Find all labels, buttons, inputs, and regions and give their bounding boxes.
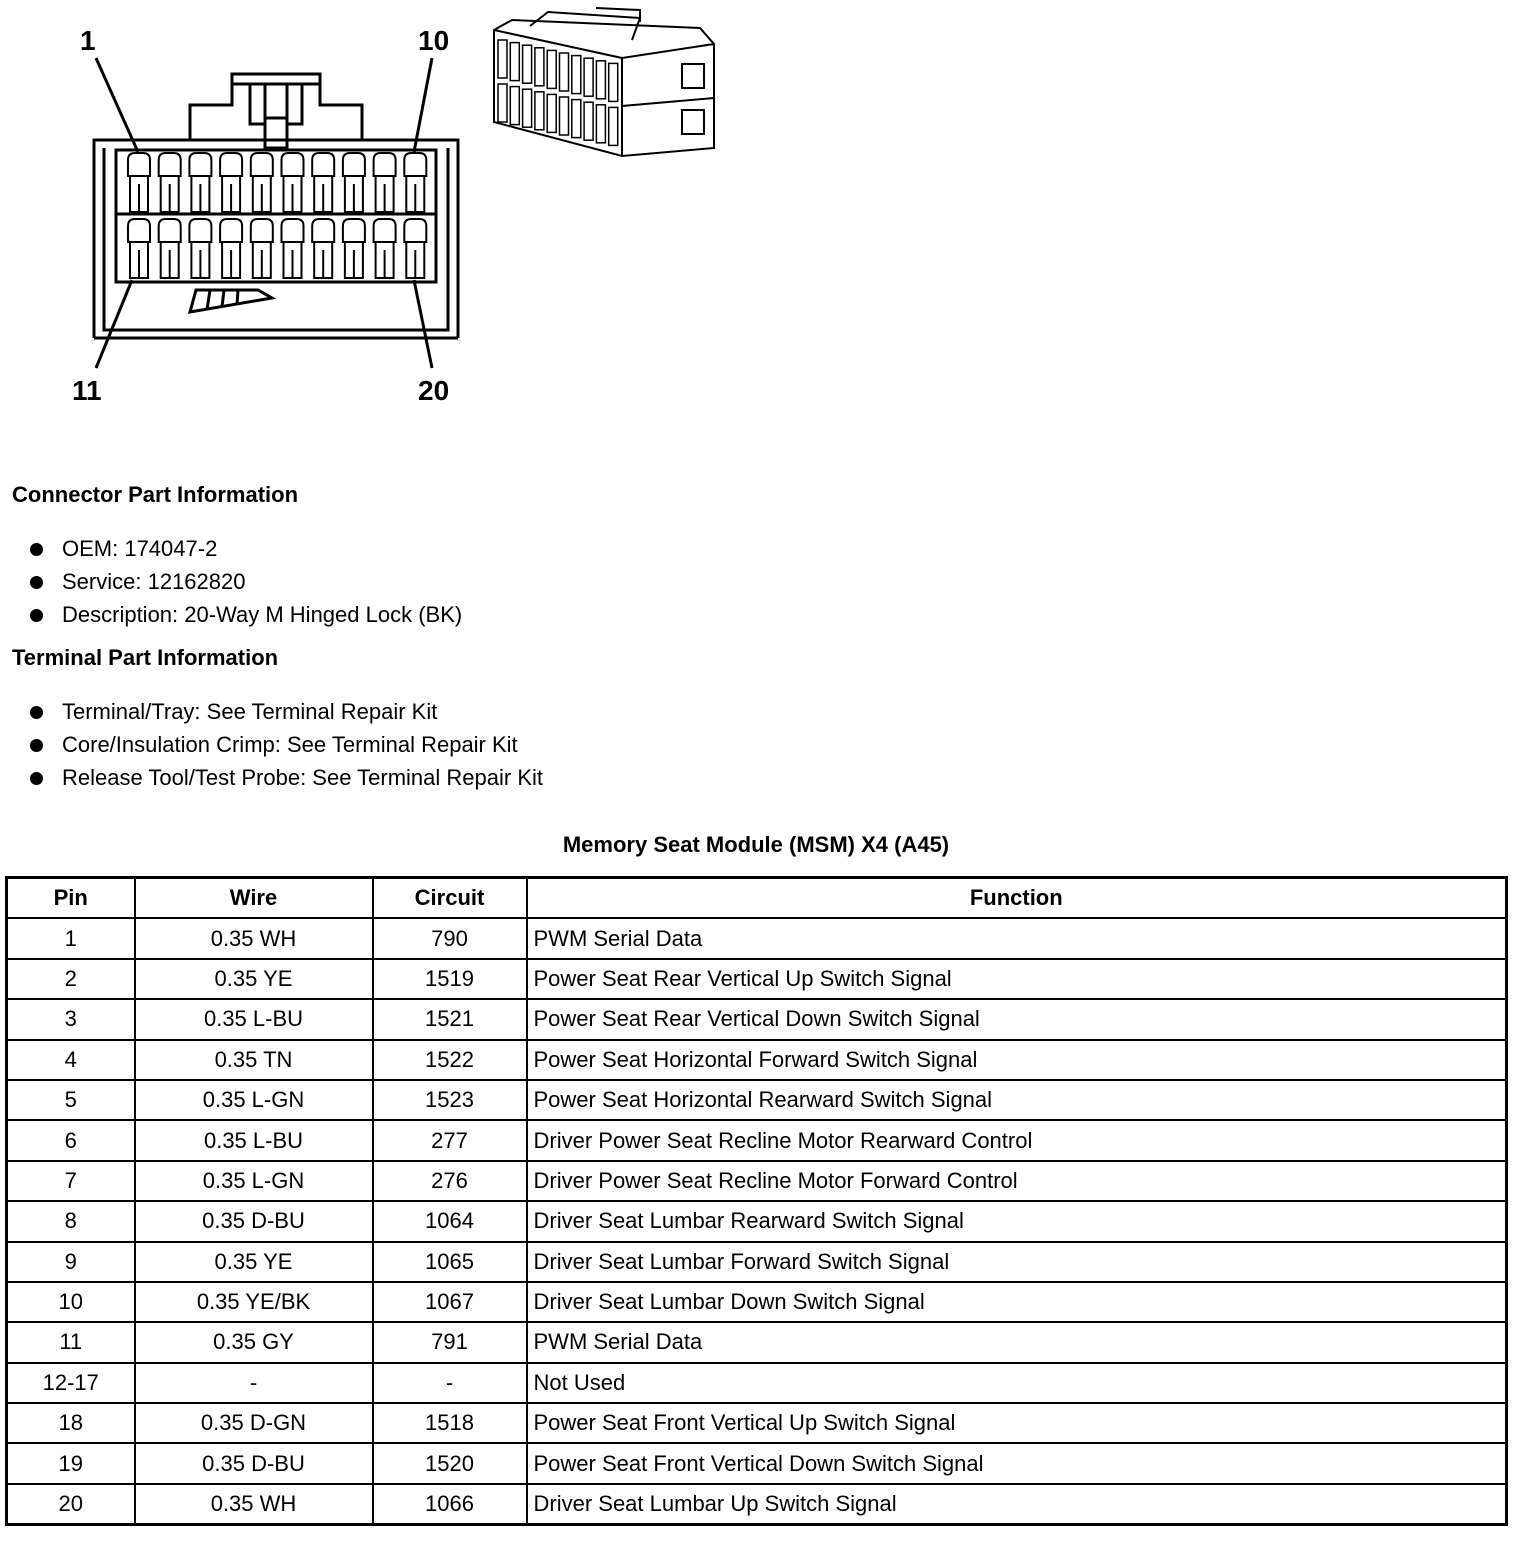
function-cell: Power Seat Horizontal Rearward Switch Signal <box>527 1080 1507 1120</box>
wire-cell: 0.35 D-BU <box>135 1443 373 1483</box>
table-row <box>7 918 1507 958</box>
circuit-cell: 277 <box>373 1120 527 1160</box>
wire-cell: 0.35 D-GN <box>135 1403 373 1443</box>
service-part-number: Service: 12162820 <box>62 569 246 594</box>
terminal-cavity <box>189 153 211 176</box>
pin-cell: 6 <box>7 1120 135 1160</box>
column-header-pin: Pin <box>7 878 135 919</box>
iso-cavity <box>523 89 532 127</box>
function-cell: Driver Seat Lumbar Rearward Switch Signal <box>527 1201 1507 1241</box>
table-row <box>7 1080 1507 1120</box>
crimp-info: Core/Insulation Crimp: See Terminal Repair Kit <box>62 732 518 757</box>
iso-cavity <box>510 43 519 81</box>
table-row <box>7 1484 1507 1525</box>
circuit-cell: 1066 <box>373 1484 527 1525</box>
wire-cell: 0.35 GY <box>135 1322 373 1362</box>
function-cell: Driver Power Seat Recline Motor Rearward Control <box>527 1120 1507 1160</box>
iso-cavity <box>498 84 507 122</box>
table-header-row <box>7 878 1507 919</box>
iso-cavity <box>596 61 605 99</box>
wire-cell: 0.35 TN <box>135 1040 373 1080</box>
terminal-cavity <box>374 219 396 242</box>
table-row <box>7 1040 1507 1080</box>
function-cell: Power Seat Horizontal Forward Switch Signal <box>527 1040 1507 1080</box>
pin-cell: 10 <box>7 1282 135 1322</box>
pin-10-callout: 10 <box>418 25 450 56</box>
wire-cell: 0.35 D-BU <box>135 1201 373 1241</box>
function-cell: Driver Seat Lumbar Up Switch Signal <box>527 1484 1507 1525</box>
pin-cell: 2 <box>7 959 135 999</box>
iso-cavity <box>535 92 544 130</box>
list-item <box>30 602 462 635</box>
connector-face-view <box>94 58 458 368</box>
pin-cell: 19 <box>7 1443 135 1483</box>
list-item <box>30 569 462 602</box>
list-item <box>30 699 543 732</box>
iso-cavity <box>560 97 569 135</box>
wire-cell: 0.35 L-GN <box>135 1161 373 1201</box>
iso-cavity <box>609 63 618 101</box>
table-row <box>7 1443 1507 1483</box>
connector-isometric-view <box>494 8 714 156</box>
terminal-cavity <box>220 219 242 242</box>
wire-cell: 0.35 L-GN <box>135 1080 373 1120</box>
pin-cell: 18 <box>7 1403 135 1443</box>
iso-cavity <box>609 107 618 145</box>
iso-cavity <box>596 105 605 143</box>
pin-cell: 3 <box>7 999 135 1039</box>
function-cell: PWM Serial Data <box>527 918 1507 958</box>
pin-cell: 5 <box>7 1080 135 1120</box>
wire-cell: 0.35 YE <box>135 959 373 999</box>
table-body <box>7 918 1507 1524</box>
table-row <box>7 999 1507 1039</box>
wire-cell: 0.35 YE/BK <box>135 1282 373 1322</box>
iso-cavity <box>560 53 569 91</box>
terminal-cavity <box>404 153 426 176</box>
terminal-cavity <box>374 153 396 176</box>
terminal-cavity <box>312 219 334 242</box>
table-row <box>7 1363 1507 1403</box>
circuit-cell: 1064 <box>373 1201 527 1241</box>
iso-cavity <box>535 48 544 86</box>
column-header-function: Function <box>527 878 1507 919</box>
terminal-info-list <box>30 699 543 798</box>
function-cell: Power Seat Front Vertical Down Switch Signal <box>527 1443 1507 1483</box>
pin-cell: 4 <box>7 1040 135 1080</box>
wire-cell: 0.35 L-BU <box>135 1120 373 1160</box>
pin-20-callout: 20 <box>418 375 450 406</box>
connector-diagram <box>0 0 760 430</box>
list-item <box>30 536 462 569</box>
function-cell: Power Seat Front Vertical Up Switch Signal <box>527 1403 1507 1443</box>
pin-cell: 1 <box>7 918 135 958</box>
iso-cavity <box>547 94 556 132</box>
release-tool-info: Release Tool/Test Probe: See Terminal Repair Kit <box>62 765 543 790</box>
table-title: Memory Seat Module (MSM) X4 (A45) <box>562 832 950 857</box>
circuit-cell: 1519 <box>373 959 527 999</box>
circuit-cell: 1523 <box>373 1080 527 1120</box>
terminal-cavity <box>220 153 242 176</box>
bullet-icon <box>30 609 43 622</box>
bullet-icon <box>30 739 43 752</box>
circuit-cell: 790 <box>373 918 527 958</box>
circuit-cell: 791 <box>373 1322 527 1362</box>
function-cell: Driver Seat Lumbar Down Switch Signal <box>527 1282 1507 1322</box>
terminal-cavity <box>189 219 211 242</box>
table-row <box>7 1403 1507 1443</box>
bullet-icon <box>30 706 43 719</box>
iso-cavity <box>547 50 556 88</box>
table-row <box>7 1120 1507 1160</box>
terminal-cavity <box>282 153 304 176</box>
function-cell: PWM Serial Data <box>527 1322 1507 1362</box>
terminal-cavity <box>251 219 273 242</box>
terminal-cavity <box>159 219 181 242</box>
function-cell: Not Used <box>527 1363 1507 1403</box>
table-row <box>7 1161 1507 1201</box>
table-row <box>7 1282 1507 1322</box>
terminal-info-heading: Terminal Part Information <box>12 645 279 670</box>
table-row <box>7 959 1507 999</box>
connector-description: Description: 20-Way M Hinged Lock (BK) <box>62 602 463 627</box>
column-header-circuit: Circuit <box>373 878 527 919</box>
table-row <box>7 1242 1507 1282</box>
wire-cell: 0.35 YE <box>135 1242 373 1282</box>
function-cell: Driver Power Seat Recline Motor Forward Control <box>527 1161 1507 1201</box>
iso-cavity <box>523 45 532 83</box>
bullet-icon <box>30 772 43 785</box>
isometric-cavity-grid <box>498 40 618 145</box>
pinout-table <box>5 876 1508 1526</box>
pin-cell: 7 <box>7 1161 135 1201</box>
wire-cell: 0.35 L-BU <box>135 999 373 1039</box>
function-cell: Power Seat Rear Vertical Up Switch Signal <box>527 959 1507 999</box>
list-item <box>30 765 543 798</box>
wire-cell: 0.35 WH <box>135 918 373 958</box>
terminal-cavity <box>282 219 304 242</box>
wire-cell: 0.35 WH <box>135 1484 373 1525</box>
function-cell: Power Seat Rear Vertical Down Switch Signal <box>527 999 1507 1039</box>
pin-cell: 20 <box>7 1484 135 1525</box>
iso-cavity <box>584 102 593 140</box>
table-row <box>7 1201 1507 1241</box>
list-item <box>30 732 543 765</box>
pin-11-callout: 11 <box>72 375 102 406</box>
circuit-cell: 1065 <box>373 1242 527 1282</box>
terminal-cavity <box>343 219 365 242</box>
terminal-cavity <box>312 153 334 176</box>
iso-cavity <box>510 87 519 125</box>
terminal-cavity <box>251 153 273 176</box>
iso-cavity <box>584 58 593 96</box>
terminal-tray-info: Terminal/Tray: See Terminal Repair Kit <box>62 699 438 724</box>
bullet-icon <box>30 543 43 556</box>
pin-1-callout: 1 <box>80 25 96 56</box>
wire-cell: - <box>135 1363 373 1403</box>
iso-cavity <box>572 100 581 138</box>
iso-cavity <box>498 40 507 78</box>
function-cell: Driver Seat Lumbar Forward Switch Signal <box>527 1242 1507 1282</box>
circuit-cell: 1521 <box>373 999 527 1039</box>
pin-cell: 8 <box>7 1201 135 1241</box>
pin-cell: 12-17 <box>7 1363 135 1403</box>
circuit-cell: 1522 <box>373 1040 527 1080</box>
column-header-wire: Wire <box>135 878 373 919</box>
bullet-icon <box>30 576 43 589</box>
terminal-cavity <box>159 153 181 176</box>
connector-info-heading: Connector Part Information <box>12 482 299 507</box>
terminal-cavity <box>128 219 150 242</box>
terminal-cavity <box>404 219 426 242</box>
circuit-cell: 1067 <box>373 1282 527 1322</box>
connector-info-list <box>30 536 462 635</box>
oem-part-number: OEM: 174047-2 <box>62 536 218 561</box>
circuit-cell: 276 <box>373 1161 527 1201</box>
table-row <box>7 1322 1507 1362</box>
terminal-cavity <box>343 153 365 176</box>
circuit-cell: 1518 <box>373 1403 527 1443</box>
circuit-cell: 1520 <box>373 1443 527 1483</box>
pin-cell: 11 <box>7 1322 135 1362</box>
circuit-cell: - <box>373 1363 527 1403</box>
terminal-cavity <box>128 153 150 176</box>
iso-cavity <box>572 56 581 94</box>
pin-cell: 9 <box>7 1242 135 1282</box>
